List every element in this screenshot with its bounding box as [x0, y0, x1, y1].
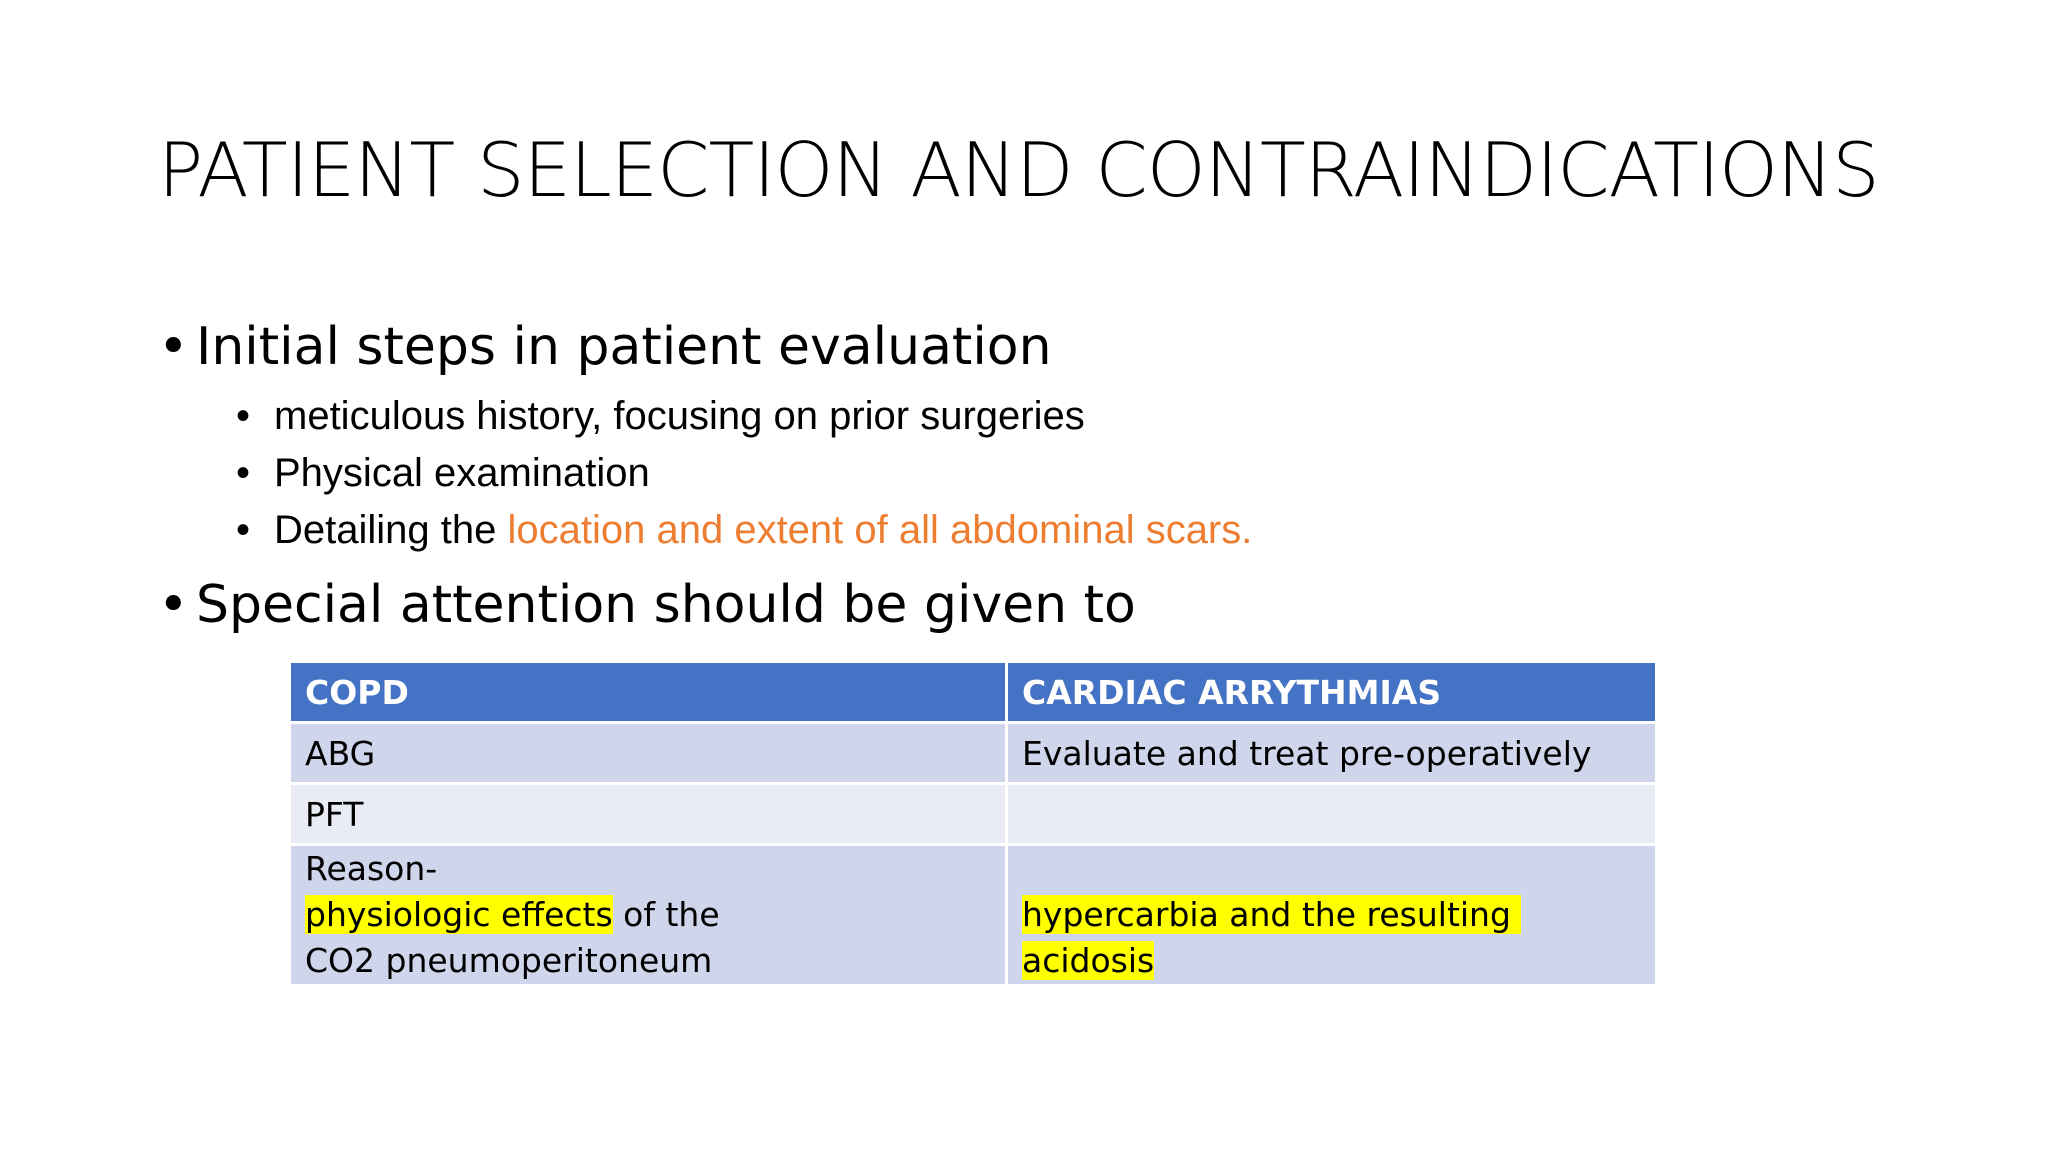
sub-bullet-history [236, 388, 1085, 444]
table-header-copd: COPD [290, 662, 1007, 723]
table-row [290, 784, 1657, 845]
sub-bullet-physical-exam [236, 445, 650, 501]
bullet-text-accent: location and extent of all abdominal scars. [507, 508, 1253, 552]
table-cell: ABG [290, 723, 1007, 784]
conditions-table [288, 660, 1658, 987]
bullet-text: meticulous history, focusing on prior surgeries [274, 394, 1085, 438]
table-cell: PFT [290, 784, 1007, 845]
bullet-text: Initial steps in patient evaluation [196, 317, 1052, 377]
cardiac-line-2 [1022, 938, 1641, 984]
reason-label: Reason- [305, 849, 438, 888]
slide-title: PATIENT SELECTION AND CONTRAINDICATIONS [158, 126, 1879, 214]
table-row [290, 723, 1657, 784]
table-cell-reason [290, 845, 1007, 986]
bullet-glyph: • [158, 575, 189, 635]
reason-line-3: CO2 pneumoperitoneum [305, 941, 713, 980]
table-header-row [290, 662, 1657, 723]
bullet-glyph: • [158, 317, 189, 377]
spacer [1022, 846, 1641, 892]
highlighted-text: hypercarbia and the resulting [1022, 895, 1522, 934]
bullet-glyph: • [236, 508, 251, 552]
bullet-glyph: • [236, 451, 251, 495]
bullet-text [274, 502, 1252, 558]
reason-text: of the [612, 895, 720, 934]
cardiac-line-1 [1022, 892, 1641, 938]
table-cell [1007, 784, 1657, 845]
bullet-text: Physical examination [274, 451, 650, 495]
bullet-initial-steps [158, 312, 1052, 382]
table-row-reason [290, 845, 1657, 986]
highlighted-text: physiologic effects [305, 895, 613, 934]
table-cell: Evaluate and treat pre-operatively [1007, 723, 1657, 784]
sub-bullet-scars [236, 502, 1252, 558]
bullet-text-plain: Detailing the [274, 508, 508, 552]
table-header-cardiac: CARDIAC ARRYTHMIAS [1007, 662, 1657, 723]
reason-line-2 [305, 892, 991, 938]
bullet-special-attention [158, 570, 1136, 640]
table-cell-cardiac-reason [1007, 845, 1657, 986]
bullet-glyph: • [236, 394, 251, 438]
highlighted-text: acidosis [1022, 941, 1155, 980]
bullet-text: Special attention should be given to [196, 575, 1136, 635]
